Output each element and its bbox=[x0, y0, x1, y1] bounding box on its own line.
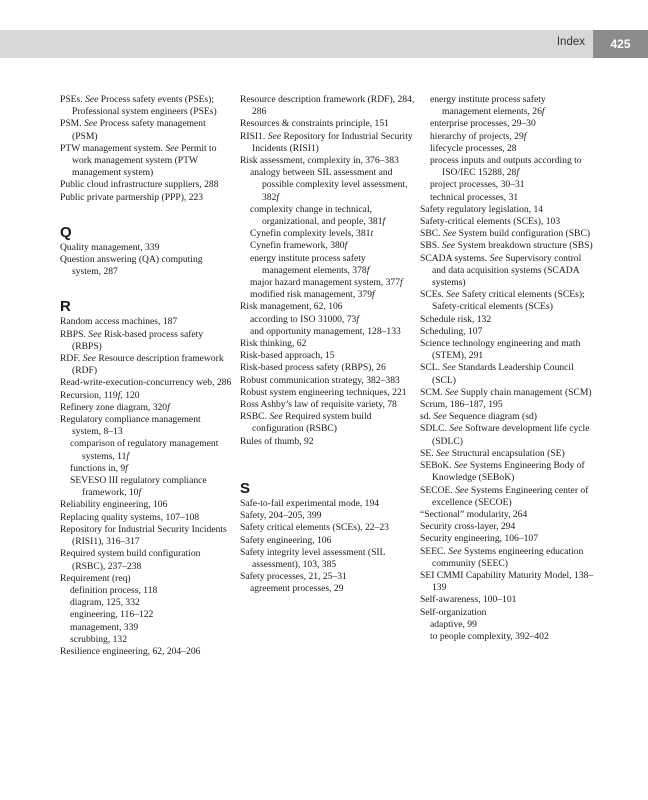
index-entry: Required system build configuration (RSBC), 237–238 bbox=[60, 548, 201, 572]
index-entry: Scrum, 186–187, 195 bbox=[420, 399, 503, 411]
index-subentry: adaptive, 99 bbox=[430, 618, 477, 630]
index-subentry: hierarchy of projects, 29f bbox=[430, 130, 527, 142]
index-subentry: enterprise processes, 29–30 bbox=[430, 118, 536, 130]
index-subentry: definition process, 118 bbox=[70, 584, 158, 596]
index-entry: SE. See Structural encapsulation (SE) bbox=[420, 447, 565, 459]
index-subentry: and opportunity management, 128–133 bbox=[250, 325, 401, 337]
index-subentry: Cynefin complexity levels, 381t bbox=[250, 228, 374, 240]
index-entry: Regulatory compliance management system, 8–13 bbox=[60, 414, 201, 438]
index-entry: Public private partnership (PPP), 223 bbox=[60, 191, 204, 203]
index-subentry: process inputs and outputs according to ISO/IEC 15288, 28f bbox=[430, 155, 582, 179]
index-subentry: Cynefin framework, 380f bbox=[250, 240, 348, 252]
index-entry: Reliability engineering, 106 bbox=[60, 499, 168, 511]
index-entry: Question answering (QA) computing system, 287 bbox=[60, 254, 203, 278]
index-entry: Risk thinking, 62 bbox=[240, 338, 307, 350]
index-entry: Safety processes, 21, 25–31 bbox=[240, 571, 347, 583]
letter-heading: Q bbox=[60, 223, 72, 241]
index-column-3 bbox=[420, 94, 595, 643]
index-subentry: to people complexity, 392–402 bbox=[430, 630, 549, 642]
index-entry: SDLC. See Software development life cycle (SDLC) bbox=[420, 423, 590, 447]
section-label: Index bbox=[556, 36, 585, 48]
index-entry: Schedule risk, 132 bbox=[420, 313, 492, 325]
index-entry: Safe-to-fail experimental mode, 194 bbox=[240, 497, 380, 509]
index-subentry: scrubbing, 132 bbox=[70, 633, 128, 645]
index-subentry: functions in, 9f bbox=[70, 462, 128, 474]
index-entry: SBC. See System build configuration (SBC) bbox=[420, 228, 591, 240]
index-entry: Read-write-execution-concurrency web, 286 bbox=[60, 377, 232, 389]
index-entry: Replacing quality systems, 107–108 bbox=[60, 511, 200, 523]
spacer bbox=[60, 278, 232, 298]
index-entry: Safety-critical elements (SCEs), 103 bbox=[420, 216, 561, 228]
index-entry: Safety critical elements (SCEs), 22–23 bbox=[240, 522, 389, 534]
page-number: 425 bbox=[593, 30, 648, 58]
index-entry: Refinery zone diagram, 320f bbox=[60, 401, 170, 413]
index-entry: PTW management system. See Permit to work management system (PTW management system) bbox=[60, 142, 217, 179]
spacer bbox=[240, 448, 415, 480]
index-subentry: management, 339 bbox=[70, 621, 139, 633]
index-entry: Rules of thumb, 92 bbox=[240, 435, 314, 447]
index-entry: PSM. See Process safety management (PSM) bbox=[60, 118, 206, 142]
letter-heading: S bbox=[240, 479, 251, 497]
index-subentry: engineering, 116–122 bbox=[70, 609, 154, 621]
index-entry: Resource description framework (RDF), 284, 286 bbox=[240, 94, 415, 118]
index-entry: Risk management, 62, 106 bbox=[240, 301, 343, 313]
index-entry: SCADA systems. See Supervisory control and data acquisition systems (SCADA systems) bbox=[420, 252, 582, 289]
index-entry: Robust communication strategy, 382–383 bbox=[240, 374, 400, 386]
index-column-2 bbox=[240, 94, 415, 596]
index-entry: Security engineering, 106–107 bbox=[420, 533, 539, 545]
index-entry: SEI CMMI Capability Maturity Model, 138–139 bbox=[420, 569, 594, 594]
index-entry: Safety engineering, 106 bbox=[240, 534, 332, 546]
index-subentry: analogy between SIL assessment and possible complexity level assessment, 382f bbox=[250, 167, 408, 203]
index-entry: Public cloud infrastructure suppliers, 288 bbox=[60, 179, 219, 191]
index-entry: Scheduling, 107 bbox=[420, 325, 483, 337]
index-entry: RBPS. See Risk-based process safety (RBPS) bbox=[60, 328, 204, 352]
index-subentry: major hazard management system, 377f bbox=[250, 277, 403, 289]
index-entry: SCL. See Standards Leadership Council (SCL) bbox=[420, 362, 574, 386]
index-column-1 bbox=[60, 94, 232, 658]
index-entry: RDF. See Resource description framework (RDF) bbox=[60, 353, 224, 377]
index-entry: Quality management, 339 bbox=[60, 241, 160, 253]
index-entry: “Sectional” modularity, 264 bbox=[420, 508, 528, 520]
index-entry: Recursion, 119f, 120 bbox=[60, 389, 140, 401]
index-subentry: project processes, 30–31 bbox=[430, 179, 525, 191]
index-entry: SCEs. See Safety critical elements (SCEs); Safety-critical elements (SCEs) bbox=[420, 289, 585, 313]
index-subentry: energy institute process safety management elements, 378f bbox=[250, 252, 370, 276]
index-entry: SEBoK. See Systems Engineering Body of Knowledge (SEBoK) bbox=[420, 460, 585, 484]
index-subentry: lifecycle processes, 28 bbox=[430, 142, 517, 154]
index-subentry: technical processes, 31 bbox=[430, 191, 519, 203]
index-subentry: complexity change in technical, organizational, and people, 381f bbox=[250, 203, 386, 228]
index-subentry: comparison of regulatory management systems, 11f bbox=[70, 438, 219, 462]
index-subentry: according to ISO 31000, 73f bbox=[250, 313, 359, 325]
index-entry: Self-awareness, 100–101 bbox=[420, 594, 517, 606]
index-entry: Resources & constraints principle, 151 bbox=[240, 118, 389, 130]
index-entry: PSEs. See Process safety events (PSEs); Professional system engineers (PSEs) bbox=[60, 94, 217, 118]
index-entry: Security cross-layer, 294 bbox=[420, 521, 516, 533]
index-subentry: modified risk management, 379f bbox=[250, 289, 375, 301]
index-entry: Risk-based approach, 15 bbox=[240, 350, 335, 362]
index-entry: Self-organization bbox=[420, 606, 487, 618]
index-entry: Science technology engineering and math (STEM), 291 bbox=[420, 338, 581, 362]
letter-heading: R bbox=[60, 298, 71, 316]
index-subentry: agreement processes, 29 bbox=[250, 583, 344, 595]
index-subentry: diagram, 125, 332 bbox=[70, 597, 140, 609]
index-entry: sd. See Sequence diagram (sd) bbox=[420, 411, 537, 423]
index-entry: SECOE. See Systems Engineering center of excellence (SECOE) bbox=[420, 484, 589, 508]
index-entry: Resilience engineering, 62, 204–206 bbox=[60, 645, 201, 657]
index-entry: Risk assessment, complexity in, 376–383 bbox=[240, 155, 399, 167]
index-entry: Safety integrity level assessment (SIL assessment), 103, 385 bbox=[240, 546, 386, 570]
index-entry: Safety regulatory legislation, 14 bbox=[420, 203, 544, 215]
index-entry: Robust system engineering techniques, 221 bbox=[240, 386, 407, 398]
index-subentry: energy institute process safety management elements, 26f bbox=[430, 94, 546, 118]
running-header bbox=[0, 30, 648, 58]
index-entry: Safety, 204–205, 399 bbox=[240, 510, 322, 522]
index-subentry: SEVESO III regulatory compliance framework, 10f bbox=[70, 475, 207, 499]
index-entry: Requirement (req) bbox=[60, 572, 131, 584]
index-entry: Risk-based process safety (RBPS), 26 bbox=[240, 362, 386, 374]
index-entry: SEEC. See Systems engineering education community (SEEC) bbox=[420, 545, 584, 569]
index-entry: Random access machines, 187 bbox=[60, 316, 178, 328]
spacer bbox=[60, 204, 232, 224]
index-entry: SCM. See Supply chain management (SCM) bbox=[420, 386, 592, 398]
index-entry: RSBC. See Required system build configuration (RSBC) bbox=[240, 411, 372, 435]
index-entry: SBS. See System breakdown structure (SBS) bbox=[420, 240, 593, 252]
index-entry: Repository for Industrial Security Incidents (RISI1), 316–317 bbox=[60, 523, 227, 548]
index-entry: Ross Ashby’s law of requisite variety, 78 bbox=[240, 399, 397, 411]
index-entry: RISI1. See Repository for Industrial Security Incidents (RISI1) bbox=[240, 130, 413, 154]
